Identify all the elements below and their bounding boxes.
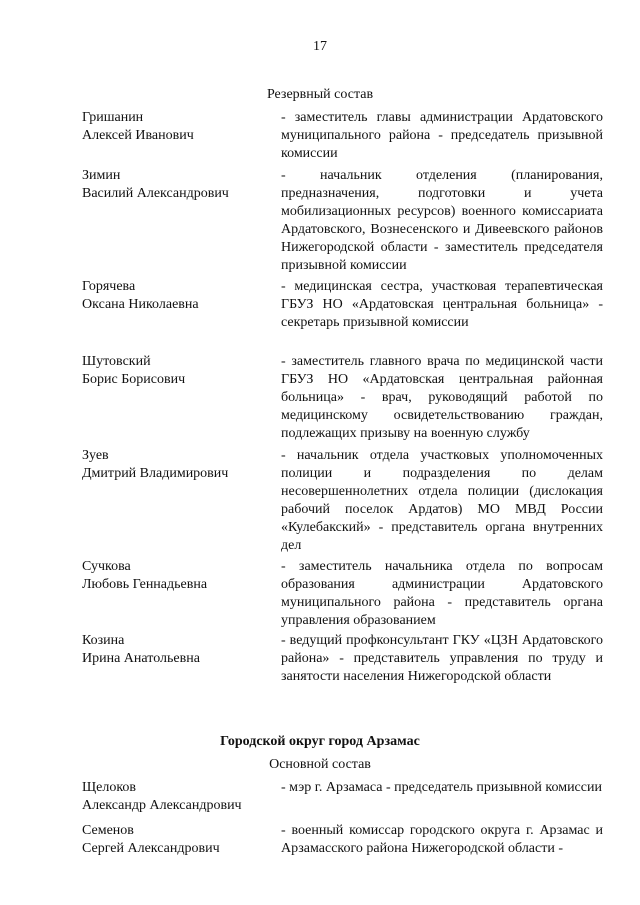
person-role: - заместитель начальника отдела по вопросам образования администрации Ардатовского муниципального района - представитель органа управления образованием [281,559,603,628]
given-names: Дмитрий Владимирович [82,466,229,481]
district-title: Городской округ город Арзамас [220,734,420,749]
reserve-section-title: Резервный состав [266,87,374,102]
person-name [82,109,272,145]
surname: Зуев [82,448,109,463]
person-role: - ведущий профконсультант ГКУ «ЦЗН Ардатовского района» - представитель управления по труду и занятости населения Нижегородской области [281,633,603,684]
person-role: - медицинская сестра, участковая терапевтическая ГБУЗ НО «Ардатовская центральная больница» - секретарь призывной комиссии [281,279,603,330]
given-names: Ирина Анатольевна [82,651,200,666]
person-role: - заместитель главы администрации Ардатовского муниципального района - председатель призывной комиссии [281,110,603,161]
given-names: Оксана Николаевна [82,297,199,312]
surname: Сучкова [82,559,131,574]
person-name [82,632,272,668]
surname: Шутовский [82,354,151,369]
given-names: Алексей Иванович [82,128,194,143]
person-role: - мэр г. Арзамаса - председатель призывной комиссии [281,780,602,795]
person-role: - начальник отделения (планирования, предназначения, подготовки и учета мобилизационных ресурсов) военного комиссариата Ардатовского, Вознесенского и Дивеевского районов Нижегородской области - заместитель председателя призывной комиссии [281,168,603,273]
given-names: Александр Александрович [82,798,242,813]
surname: Семенов [82,823,134,838]
person-name [82,447,272,483]
person-name [82,167,272,203]
surname: Щелоков [82,780,137,795]
person-name [82,278,272,314]
person-role: - начальник отдела участковых уполномоченных полиции и подразделения по делам несовершеннолетних отдела полиции (дислокация рабочий поселок Ардатов) МО МВД России «Кулебакский» - представитель органа внутренних дел [281,448,603,553]
person-name [82,353,272,389]
surname: Козина [82,633,125,648]
surname: Гришанин [82,110,144,125]
given-names: Любовь Геннадьевна [82,577,208,592]
given-names: Василий Александрович [82,186,229,201]
person-name [82,822,272,858]
person-role: - заместитель главного врача по медицинской части ГБУЗ НО «Ардатовская центральная районная больница» - врач, руководящий работой по медицинскому освидетельствованию граждан, подлежащих призыву на военную службу [281,354,603,441]
given-names: Сергей Александрович [82,841,220,856]
surname: Горячева [82,279,136,294]
main-section-title: Основной состав [269,757,371,772]
page-number: 17 [313,39,327,54]
person-role: - военный комиссар городского округа г. Арзамас и Арзамасского района Нижегородской области - [281,823,603,856]
given-names: Борис Борисович [82,372,186,387]
person-name [82,558,272,594]
person-name [82,779,272,815]
surname: Зимин [82,168,121,183]
